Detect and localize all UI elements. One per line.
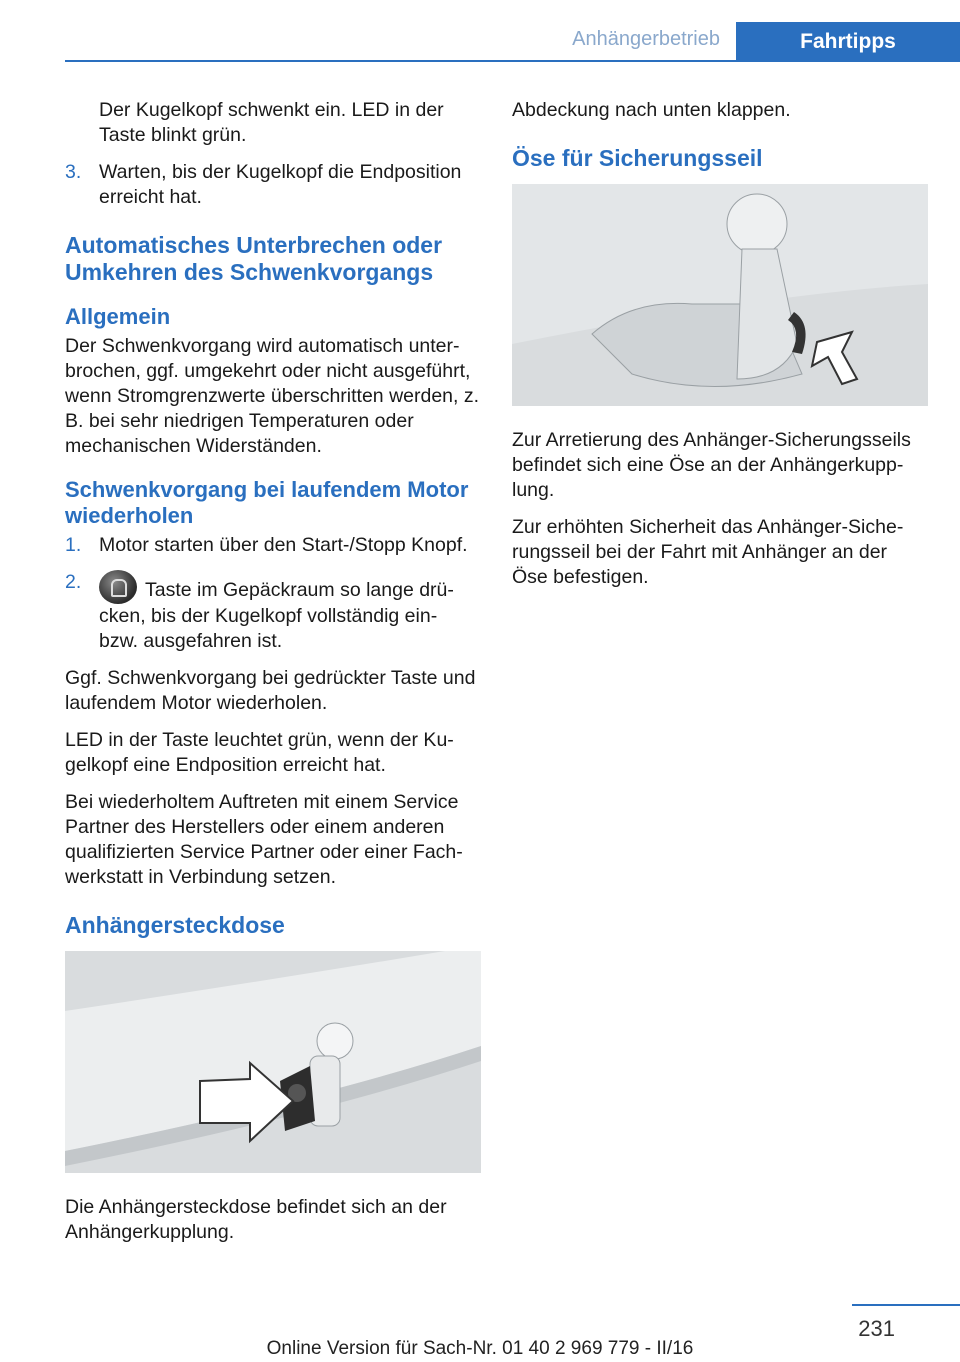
paragraph-service: Bei wiederholtem Auftreten mit einem Service Partner des Herstellers oder einem anderen qualifizierten Service Partner oder einer Fachwerkstatt in Verbindung setzen.: [65, 791, 463, 888]
step-number: 3.: [65, 161, 82, 183]
towbar-button-icon: [99, 570, 137, 604]
online-version-text: Online Version für Sach-Nr. 01 40 2 969 779 - II/16: [266, 1338, 694, 1359]
page-number: 231: [858, 1316, 895, 1341]
eyelet-illustration: [512, 184, 928, 406]
paragraph-eyelet-2: Zur erhöhten Sicherheit das Anhänger-Sicherungsseil bei der Fahrt mit Anhänger an der Öse befestigen.: [512, 516, 904, 588]
step-3: [65, 160, 481, 210]
header-section-title: Anhängerbetrieb: [572, 28, 720, 50]
right-column: [512, 98, 928, 602]
caption-socket: Die Anhängersteckdose befindet sich an der Anhängerkupplung.: [65, 1196, 447, 1243]
header-chapter-tab: Fahrtipps: [736, 22, 960, 62]
heading-socket: Anhängersteckdose: [65, 912, 285, 938]
paragraph-led: LED in der Taste leuchtet grün, wenn der Kugelkopf eine Endposition erreicht hat.: [65, 729, 454, 776]
page-footer: [0, 1300, 960, 1362]
paragraph-eyelet-1: Zur Arretierung des Anhänger-Sicherungsseils befindet sich eine Öse an der Anhängerkupplung.: [512, 429, 911, 501]
step-number: 1.: [65, 534, 82, 556]
heading-automatic-interrupt: Automatisches Unterbrechen oder Umkehren des Schwenkvorgangs: [65, 232, 443, 285]
paragraph-cover: Abdeckung nach unten klappen.: [512, 99, 791, 121]
heading-eyelet: Öse für Sicherungsseil: [512, 145, 763, 171]
footer-rule: [852, 1304, 960, 1306]
paragraph-general: Der Schwenkvorgang wird automatisch unterbrochen, ggf. umgekehrt oder nicht ausgeführt, wenn Stromgrenzwerte überschritten werden, z. B. bei sehr niedrigen Temperaturen oder mechanischen Widerständen.: [65, 335, 480, 457]
header-rule: [65, 60, 960, 62]
socket-illustration: [65, 951, 481, 1173]
heading-general: Allgemein: [65, 304, 171, 329]
step-1: [65, 533, 481, 558]
page-header: [0, 0, 960, 62]
intro-text: Der Kugelkopf schwenkt ein. LED in der Taste blinkt grün.: [99, 99, 444, 146]
paragraph-repeat: Ggf. Schwenkvorgang bei gedrückter Taste und laufendem Motor wiederholen.: [65, 667, 476, 714]
step-text: Warten, bis der Kugelkopf die Endposition erreicht hat.: [99, 161, 462, 208]
step-2: [65, 570, 481, 654]
step-text: Motor starten über den Start-/Stopp Knopf.: [99, 534, 468, 556]
heading-repeat: Schwenkvorgang bei laufendem Motor wiederholen: [65, 477, 469, 528]
step-text: Taste im Gepäckraum so lange drücken, bis der Kugelkopf vollständig ein- bzw. ausgefahren ist.: [99, 579, 454, 652]
step-number: 2.: [65, 571, 82, 593]
left-column: [65, 98, 481, 1257]
